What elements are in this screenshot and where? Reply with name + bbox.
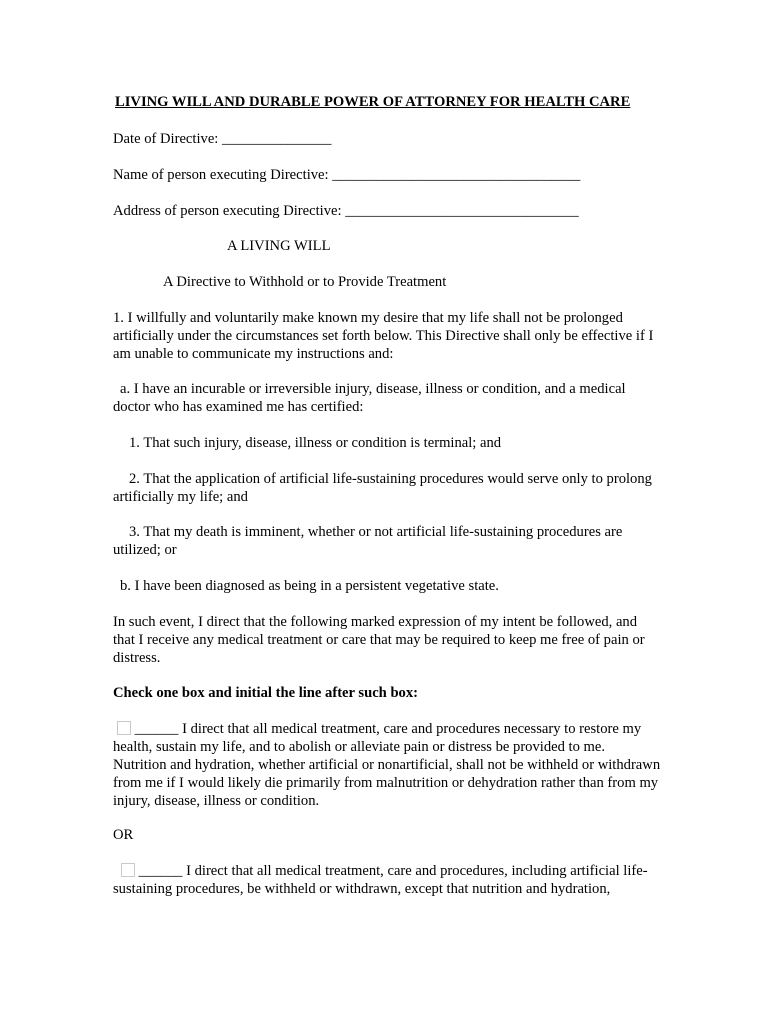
option-2-text: ______ I direct that all medical treatment, care and procedures, including artificial life-sustaining procedures, be withheld or withdrawn, except that nutrition and hydration, [113, 863, 648, 897]
option-1-text: ______ I direct that all medical treatment, care and procedures necessary to restore my health, sustain my life, and to abolish or alleviate pain or distress be provided to me. Nutrition and hydration, whether artificial or nonartificial, shall not be withheld or withdrawn from me if I would likely die primarily from malnutrition or dehydration rather than from my injury, disease, illness or condition. [113, 721, 661, 809]
item-b: b. I have been diagnosed as being in a persistent vegetative state. [120, 578, 499, 594]
directive-subheading: A Directive to Withhold or to Provide Treatment [163, 274, 447, 290]
check-instruction: Check one box and initial the line after such box: [113, 685, 419, 701]
paragraph-1: 1. I willfully and voluntarily make known my desire that my life shall not be prolonged artificially under the circumstances set forth below. This Directive shall only be effective if I am unable to communicate my instructions and: [113, 310, 654, 362]
item-a1: 1. That such injury, disease, illness or condition is terminal; and [129, 435, 502, 451]
item-a3: 3. That my death is imminent, whether or not artificial life-sustaining procedures are utilized; or [113, 524, 623, 558]
option-1 [113, 720, 661, 810]
option-1-checkbox[interactable] [117, 721, 131, 735]
date-of-directive-field[interactable]: Date of Directive: _______________ [113, 131, 332, 147]
option-2 [113, 862, 661, 898]
option-2-checkbox[interactable] [121, 863, 135, 877]
living-will-heading: A LIVING WILL [227, 238, 331, 254]
document-title: LIVING WILL AND DURABLE POWER OF ATTORNEY FOR HEALTH CARE [115, 94, 631, 110]
address-of-person-field[interactable]: Address of person executing Directive: ________________________________ [113, 203, 579, 219]
item-a: a. I have an incurable or irreversible injury, disease, illness or condition, and a medical doctor who has examined me has certified: [113, 381, 626, 415]
name-of-person-field[interactable]: Name of person executing Directive: __________________________________ [113, 167, 581, 183]
or-label: OR [113, 827, 134, 843]
item-a2: 2. That the application of artificial life-sustaining procedures would serve only to prolong artificially my life; and [113, 471, 652, 505]
in-such-event-paragraph: In such event, I direct that the following marked expression of my intent be followed, and that I receive any medical treatment or care that may be required to keep me free of pain or distress. [113, 614, 645, 666]
